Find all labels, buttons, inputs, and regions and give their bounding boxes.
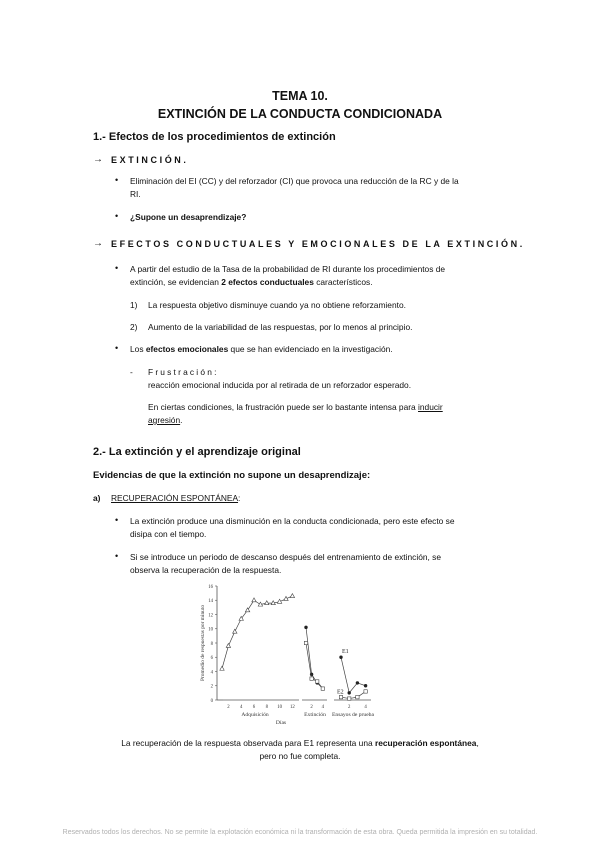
point-e2: [356, 695, 359, 698]
bullet-icon: •: [115, 343, 119, 353]
y-tick-label: 10: [208, 627, 213, 633]
point-e2: [310, 677, 313, 680]
phase-label: Extinción: [304, 712, 326, 718]
bullet-text-line: La extinción produce una disminución en la conducta condicionada, pero este efecto se: [130, 516, 455, 526]
x-tick-label: 2: [227, 705, 230, 710]
acquisition-point: [290, 594, 294, 598]
bullet-question: ¿Supone un desaprendizaje?: [130, 212, 247, 222]
y-tick-label: 8: [210, 641, 213, 647]
acquisition-point: [226, 643, 230, 647]
acquisition-point: [233, 629, 237, 633]
point-e2: [348, 697, 351, 700]
series-label-e2: E2: [337, 689, 344, 696]
section-2-heading: 2.- La extinción y el aprendizaje original: [93, 446, 301, 458]
point-e1: [348, 691, 351, 694]
x-axis-label: Días: [275, 720, 287, 726]
point-e2: [304, 641, 307, 644]
x-tick-label: 8: [265, 705, 269, 710]
bullet-text-line: observa la recuperación de la respuesta.: [130, 565, 282, 575]
x-tick-label: 2: [347, 705, 351, 710]
y-axis-label: Promedio de respuestas por minuto: [200, 604, 206, 682]
section-1-heading: 1.- Efectos de los procedimientos de extinción: [93, 131, 336, 143]
acquisition-point: [252, 598, 256, 602]
x-tick-label: 4: [364, 705, 367, 710]
phase-label: Ensayos de prueba: [332, 712, 374, 718]
y-tick-label: 16: [208, 584, 213, 590]
y-tick-label: 4: [210, 670, 213, 676]
evidence-heading: Evidencias de que la extinción no supone un desaprendizaje:: [93, 470, 371, 481]
list-number: 2): [130, 322, 138, 332]
bullet-icon: •: [115, 263, 119, 273]
frustracion-paragraph-line: En ciertas condiciones, la frustración puede ser lo bastante intensa para inducir: [148, 402, 443, 412]
point-e1: [304, 626, 307, 629]
phase-label: Adquisición: [241, 712, 269, 718]
point-e2: [339, 695, 342, 698]
x-tick-label: 12: [290, 705, 295, 710]
subheading-extincion: EXTINCIÓN.: [111, 155, 189, 165]
acquisition-line: [222, 596, 292, 669]
x-tick-label: 4: [239, 705, 243, 710]
x-tick-label: 2: [310, 705, 313, 710]
frustracion-paragraph-line: agresión.: [148, 415, 183, 425]
y-tick-label: 14: [208, 599, 213, 605]
bullet-text-line: Si se introduce un periodo de descanso después del entrenamiento de extinción, se: [130, 552, 442, 562]
bullet-text-line: RI.: [130, 189, 141, 199]
x-tick-label: 10: [277, 705, 282, 710]
chart-caption-line: La recuperación de la respuesta observada para E1 representa una recuperación espontánea,: [121, 738, 479, 748]
x-tick-label: 4: [321, 705, 325, 710]
series-line-e2-test: [341, 691, 366, 698]
footer-copyright: Reservados todos los derechos. No se permite la explotación económica ni la transformación de esta obra. Queda permitida la impresión en su totalidad.: [62, 829, 538, 836]
bullet-icon: •: [115, 551, 119, 561]
bullet-icon: •: [115, 515, 119, 525]
list-label: a): [93, 493, 101, 503]
chart-caption-line: pero no fue completa.: [259, 751, 341, 761]
list-item-text: La respuesta objetivo disminuye cuando ya no obtiene reforzamiento.: [148, 300, 406, 310]
subheading-efectos: EFECTOS CONDUCTUALES Y EMOCIONALES DE LA EXTINCIÓN.: [111, 239, 525, 249]
bullet-text-line: A partir del estudio de la Tasa de la probabilidad de RI durante los procedimientos de: [130, 264, 446, 274]
point-e2: [364, 690, 367, 693]
list-number: 1): [130, 300, 138, 310]
arrow-icon: →: [93, 154, 103, 165]
y-tick-label: 12: [208, 613, 213, 619]
point-e1: [339, 656, 342, 659]
title-line-2: EXTINCIÓN DE LA CONDUCTA CONDICIONADA: [157, 107, 443, 121]
bullet-text-line: disipa con el tiempo.: [130, 529, 207, 539]
point-e2: [321, 687, 324, 690]
point-e1: [356, 681, 359, 684]
bullet-icon: •: [115, 211, 119, 221]
y-tick-label: 6: [210, 656, 213, 662]
list-item-text: Aumento de la variabilidad de las respuestas, por lo menos al principio.: [148, 322, 413, 332]
point-e2: [316, 680, 319, 683]
x-tick-label: 6: [252, 705, 256, 710]
bullet-text-line: Eliminación del EI (CC) y del reforzador (CI) que provoca una reducción de la RC y de la: [130, 176, 459, 186]
frustracion-definition: reacción emocional inducida por al retirada de un reforzador esperado.: [148, 380, 412, 390]
bullet-icon: •: [115, 175, 119, 185]
bullet-text-line: Los efectos emocionales que se han evidenciado en la investigación.: [130, 344, 393, 354]
arrow-icon: →: [93, 238, 103, 249]
series-line-e1-test: [341, 657, 366, 693]
frustracion-label: Frustración:: [148, 367, 219, 377]
acquisition-point: [265, 601, 269, 605]
series-label-e1: E1: [342, 648, 349, 655]
point-e1: [364, 684, 367, 687]
y-tick-label: 0: [210, 698, 213, 704]
spontaneous-recovery-chart: [195, 582, 385, 727]
subsection-title: RECUPERACIÓN ESPONTÁNEA:: [111, 493, 241, 503]
y-tick-label: 2: [210, 684, 213, 690]
bullet-text-line: extinción, se evidencian 2 efectos conductuales característicos.: [130, 277, 373, 287]
acquisition-point: [220, 666, 224, 670]
dash-marker: -: [130, 367, 133, 377]
title-line-1: TEMA 10.: [272, 89, 328, 103]
